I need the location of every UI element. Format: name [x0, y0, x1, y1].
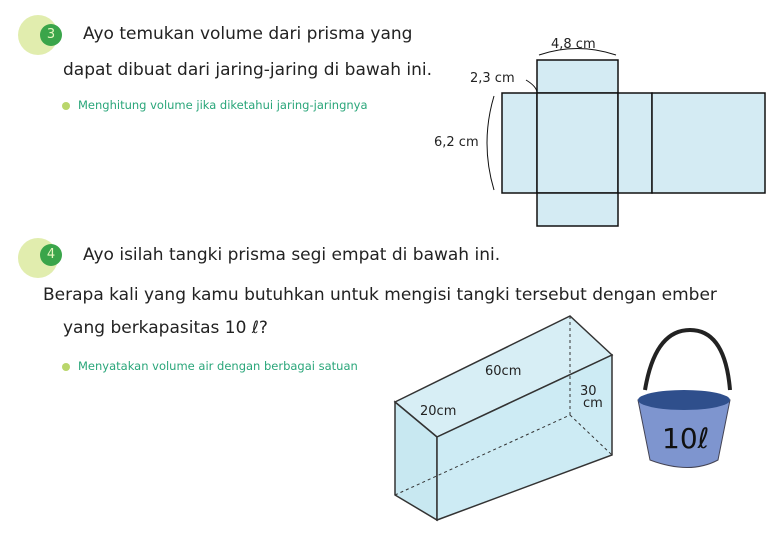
- net-label-height: 6,2 cm: [434, 135, 479, 150]
- tank-length-label: 60cm: [485, 364, 522, 379]
- tank-height-unit: cm: [583, 396, 603, 411]
- net-face: [502, 93, 537, 193]
- net-face: [537, 193, 618, 226]
- net-label-top: 4,8 cm: [551, 37, 596, 52]
- question-3-line2: dapat dibuat dari jaring-jaring di bawah ini.: [63, 60, 433, 80]
- net-label-small: 2,3 cm: [470, 71, 515, 86]
- tank-height-number: 30: [580, 384, 597, 399]
- bucket-label: 10ℓ: [662, 422, 710, 455]
- question-3-line1: Ayo temukan volume dari prisma yang: [83, 24, 413, 44]
- prism-net: [487, 49, 765, 227]
- hint-text: Menghitung volume jika diketahui jaring-jaringnya: [78, 98, 368, 112]
- tank-width-label: 20cm: [420, 404, 457, 419]
- net-face: [652, 93, 765, 193]
- question-4-line3: yang berkapasitas 10 ℓ?: [63, 318, 268, 338]
- question-4-line1: Ayo isilah tangki prisma segi empat di bawah ini.: [83, 245, 501, 265]
- question-3-number: 3: [40, 24, 62, 46]
- net-face: [537, 93, 618, 193]
- net-face: [537, 60, 618, 93]
- question-4-line2: Berapa kali yang kamu butuhkan untuk mengisi tangki tersebut dengan ember: [43, 285, 717, 305]
- question-4-number: 4: [40, 244, 62, 266]
- net-face: [618, 93, 652, 193]
- hint-text: Menyatakan volume air dengan berbagai satuan: [78, 359, 358, 373]
